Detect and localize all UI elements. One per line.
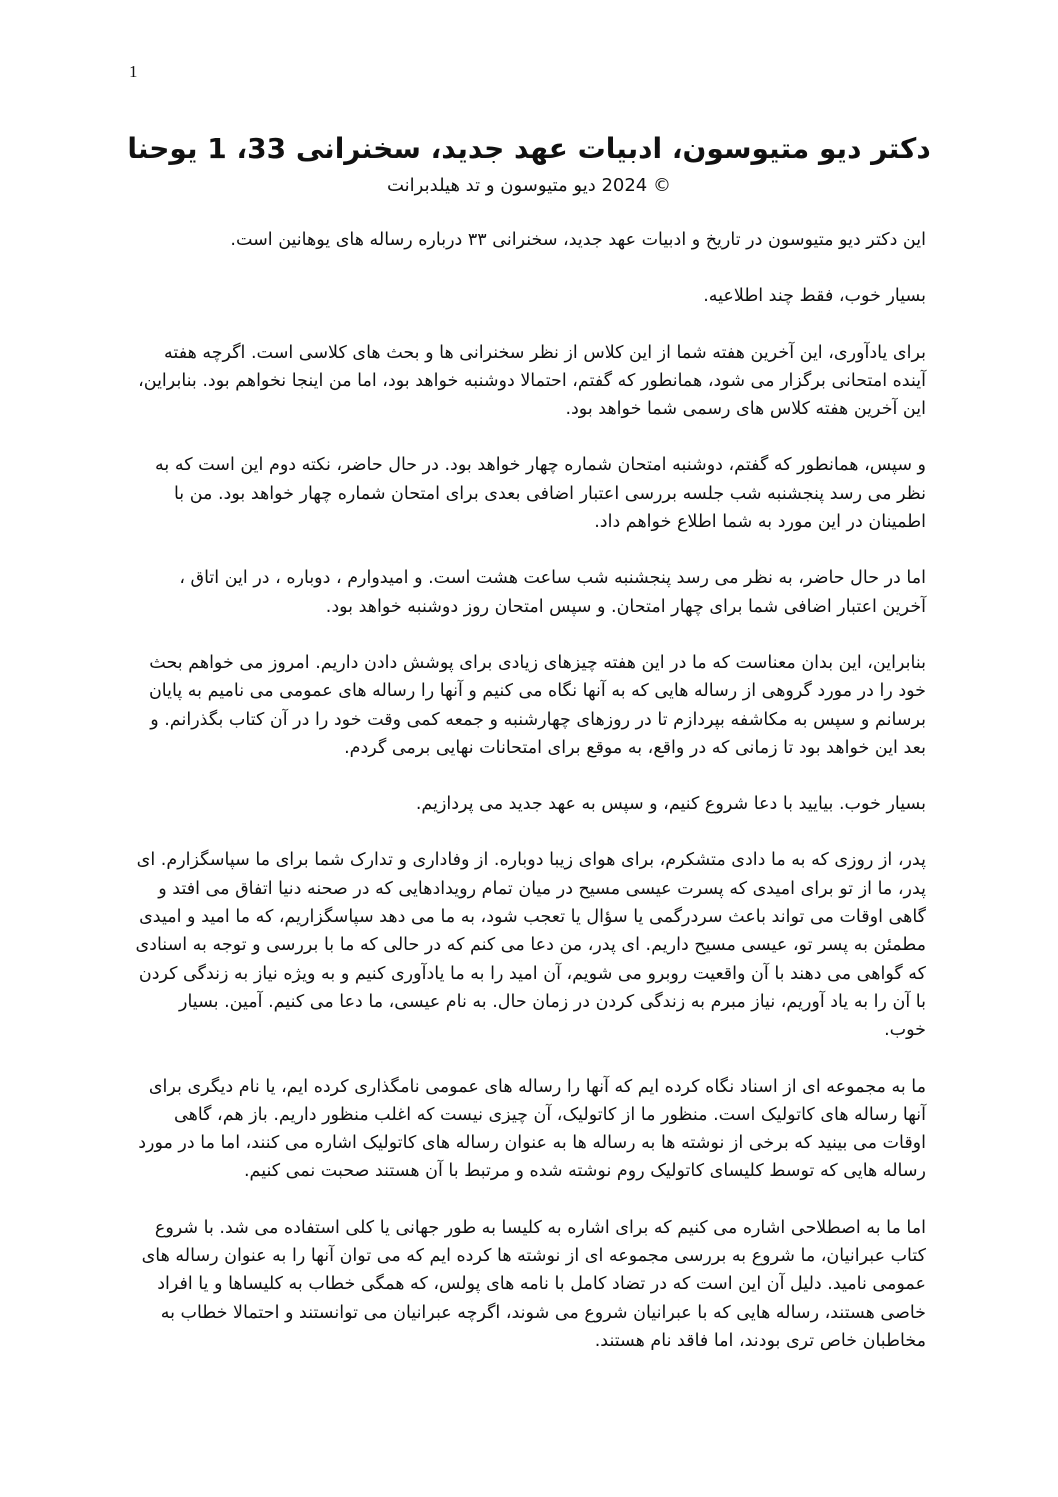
paragraph-announcements: بسیار خوب، فقط چند اطلاعیه. bbox=[703, 286, 926, 307]
paragraph-intro: این دکتر دیو متیوسون در تاریخ و ادبیات عهد جدید، سخنرانی ۳۳ درباره رساله های یوهانین است. bbox=[230, 230, 926, 250]
document-title: دکتر دیو متیوسون، ادبیات عهد جدید، سخنرانی 33، 1 یوحنا bbox=[127, 132, 931, 165]
paragraph-exam-monday: و سپس، همانطور که گفتم، دوشنبه امتحان شماره چهار خواهد بود. در حال حاضر، نکته دوم این است که به نظر می رسد پنجشنبه شب جلسه بررسی اعتبار اضافی بعدی برای امتحان شماره چهار خواهد بود. من با اطمینان در این مورد به شما اطلاع خواهم داد. bbox=[155, 455, 926, 533]
paragraph-begin-prayer: بسیار خوب. بیایید با دعا شروع کنیم، و سپس به عهد جدید می پردازیم. bbox=[415, 794, 926, 815]
page-number: 1 bbox=[129, 62, 138, 81]
document-body bbox=[132, 226, 926, 1383]
copyright-line: © 2024 دیو متیوسون و تد هیلدبرانت bbox=[387, 175, 671, 196]
paragraph-week-plan: بنابراین، این بدان معناست که ما در این هفته چیزهای زیادی برای پوشش دادن داریم. امروز می خواهم بحث خود را در مورد گروهی از رساله هایی که به آنها نگاه می کنیم و آنها را رساله های عمومی می نامیم به پایان برسانم و سپس به مکاشفه بپردازم تا در روزهای چهارشنبه و جمعه کمی وقت خود را در آن کتاب بگذرانم. و بعد این خواهد بود تا زمانی که در واقع، به موقع برای امتحانات نهایی برمی گردم. bbox=[148, 652, 926, 758]
paragraph-thursday-review: اما در حال حاضر، به نظر می رسد پنجشنبه شب ساعت هشت است. و امیدوارم ، دوباره ، در این اتاق ، آخرین اعتبار اضافی شما برای چهار امتحان. و سپس امتحان روز دوشنبه خواهد بود. bbox=[179, 568, 926, 617]
paragraph-reminder: برای یادآوری، این آخرین هفته شما از این کلاس از نظر سخنرانی ها و بحث های کلاسی است. اگرچه هفته آینده امتحانی برگزار می شود، همانطور که گفتم، احتمالا دوشنبه خواهد بود، اما من اینجا نخواهم بود. بنابراین، این آخرین هفته کلاس های رسمی شما خواهد بود. bbox=[138, 342, 926, 420]
paragraph-catholic-epistles: ما به مجموعه ای از اسناد نگاه کرده ایم که آنها را رساله های عمومی نامگذاری کرده ایم، یا نام دیگری برای آنها رساله های کاتولیک است. منظور ما از کاتولیک، آن چیزی نیست که اغلب منظور داریم. باز هم، گاهی اوقات می بینید که برخی از نوشته ها به رساله ها به عنوان رساله های کاتولیک اشاره می کنند، اما ما در مورد رساله هایی که توسط کلیسای کاتولیک روم نوشته شده و مرتبط با آن هستند صحبت نمی کنیم. bbox=[138, 1076, 926, 1182]
paragraph-general-epistles: اما ما به اصطلاحی اشاره می کنیم که برای اشاره به کلیسا به طور جهانی یا کلی استفاده می شد. با شروع کتاب عبرانیان، ما شروع به بررسی مجموعه ای از نوشته ها کرده ایم که می توان آنها را به عنوان رساله های عمومی نامید. دلیل آن این است که در تضاد کامل با نامه های پولس، که همگی خطاب به کلیساها و یا افراد خاصی هستند، رساله هایی که با عبرانیان شروع می شوند، اگرچه عبرانیان می توانستند و احتمالا خطاب به مخاطبان خاص تری بودند، اما فاقد نام هستند. bbox=[141, 1217, 926, 1351]
paragraph-prayer: پدر، از روزی که به ما دادی متشکرم، برای هوای زیبا دوباره. از وفاداری و تدارک شما برای ما سپاسگزارم. ای پدر، ما از تو برای امیدی که پسرت عیسی مسیح در میان تمام رویدادهایی که در صحنه دنیا اتفاق می افتد و گاهی اوقات می تواند باعث سردرگمی یا سؤال یا تعجب شود، به ما می دهد سپاسگزاریم، که ما امید و امیدی مطمئن به پسر تو، عیسی مسیح داریم. ای پدر، من دعا می کنم که در حالی که ما با بررسی و توجه به اسنادی که گواهی می دهند با آن واقعیت روبرو می شویم، آن امید را به ما یادآوری کنیم و به ویژه نیاز به زندگی کردن با آن را به یاد آوریم، نیاز مبرم به زندگی کردن در زمان حال. به نام عیسی، ما دعا می کنیم. آمین. بسیار خوب. bbox=[135, 850, 926, 1041]
